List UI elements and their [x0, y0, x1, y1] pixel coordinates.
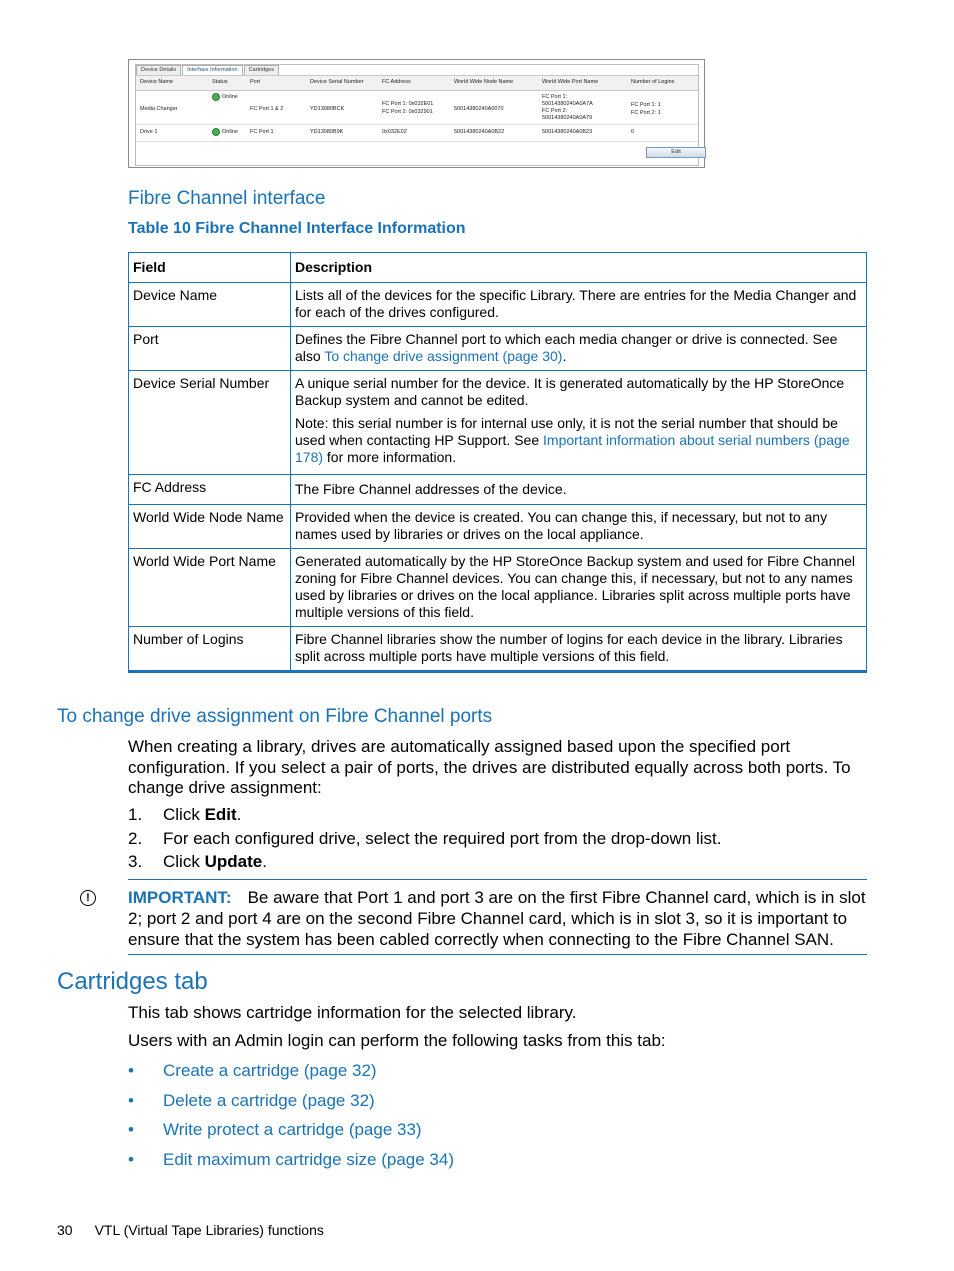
cartridges-tasks-intro: Users with an Admin login can perform the following tasks from this tab:	[128, 1031, 666, 1050]
serial-text: YD13080BCK	[310, 106, 345, 112]
table-row	[129, 371, 867, 475]
step-number: 3.	[128, 852, 143, 871]
table-row	[129, 283, 867, 327]
table-title: Table 10 Fibre Channel Interface Information	[128, 220, 466, 237]
tab-device-details[interactable]: Device Details	[136, 65, 181, 75]
description-text: .	[562, 348, 567, 364]
description-cell: Provided when the device is created. You can change this, if necessary, but not to any names used by libraries or drives on the local appliance.	[291, 505, 867, 549]
create-cartridge-link[interactable]: Create a cartridge (page 32)	[163, 1061, 377, 1080]
section-heading-cartridges: Cartridges tab	[57, 968, 208, 995]
section-heading-change-drive: To change drive assignment on Fibre Channel ports	[57, 706, 493, 727]
bullet-icon: •	[128, 1149, 134, 1169]
bullet-icon: •	[128, 1120, 134, 1139]
table-row	[129, 549, 867, 627]
table-row	[129, 505, 867, 549]
change-drive-intro: When creating a library, drives are automatically assigned based upon the specified port configuration. If you select a pair of ports, the drives are distributed equally across both ports. To change drive assignment:	[128, 737, 851, 797]
wwpn-text: 50014380240A0A7A	[542, 101, 593, 107]
step-text: .	[262, 852, 267, 871]
field-cell: Number of Logins	[129, 627, 291, 672]
screenshot-tabs	[136, 65, 280, 75]
table-row	[129, 475, 867, 505]
bullet-icon: •	[128, 1061, 134, 1080]
table-row	[129, 627, 867, 672]
page-footer	[57, 1222, 324, 1238]
note-post: for more information.	[323, 449, 457, 465]
table-header-row	[129, 253, 867, 283]
serial-text: YD13080B9K	[310, 129, 344, 135]
column-header: World Wide Node Name	[454, 79, 514, 85]
step-text: Click	[163, 852, 205, 871]
description-cell: Generated automatically by the HP StoreOnce Backup system and used for Fibre Channel zoning for Fibre Channel devices. You can change this, if necessary, but not to any names used by libraries or drives on the local appliance. Libraries split across multiple ports have multiple versions of this field.	[291, 549, 867, 627]
row-divider	[136, 124, 698, 125]
description-text: Defines the Fibre Channel port to which each media changer or drive is connected. See also	[295, 331, 838, 364]
delete-cartridge-link[interactable]: Delete a cartridge (page 32)	[163, 1090, 375, 1110]
bullet-icon: •	[128, 1090, 134, 1110]
note-pre: Note: this serial number is for internal use only, it is not the serial number that should be used when contacting HP Support. See	[295, 415, 838, 448]
status-text: Online	[222, 129, 238, 135]
port-text: FC Port 1	[250, 129, 274, 135]
list-item	[128, 1060, 454, 1090]
fc-address-text: FC Port 2: 0x032901	[382, 109, 433, 115]
important-divider-bottom	[128, 954, 867, 955]
description-cell: Fibre Channel libraries show the number of logins for each device in the library. Libraries split across multiple ports have multiple versions of this field.	[291, 627, 867, 672]
cartridges-intro: This tab shows cartridge information for the selected library.	[128, 1003, 577, 1022]
table-row	[129, 327, 867, 371]
figure-caption: Fibre Channel interface	[128, 188, 326, 209]
step-number: 2.	[128, 828, 143, 848]
screenshot-panel	[135, 64, 699, 166]
step-bold: Update	[204, 852, 263, 871]
important-text: Be aware that Port 1 and port 3 are on the first Fibre Channel card, which is in slot 2; port 2 and port 4 are on the second Fibre Channel card, which is in slot 3, so it is important to ensure that the system has been cabled correctly when connecting to the Fibre Channel SAN.	[128, 888, 866, 949]
screenshot-header-row	[136, 75, 698, 91]
port-text: FC Port 1 & 2	[250, 106, 284, 112]
wwnn-text: 50014380240A0B22	[454, 129, 505, 135]
tab-interface-information[interactable]: Interface Information	[182, 65, 242, 75]
field-cell: Device Name	[129, 283, 291, 327]
logins-text: FC Port 1: 1	[631, 102, 661, 108]
column-header: World Wide Port Name	[542, 79, 599, 85]
step-text: .	[236, 805, 242, 824]
edit-max-cartridge-size-link[interactable]: Edit maximum cartridge size (page 34)	[163, 1149, 455, 1169]
status-text: Online	[222, 94, 238, 100]
write-protect-cartridge-link[interactable]: Write protect a cartridge (page 33)	[163, 1120, 422, 1139]
step-number: 1.	[128, 805, 143, 824]
serial-numbers-link[interactable]: Important information about serial numbers (page 178)	[295, 432, 850, 465]
logins-text: 0	[631, 129, 635, 135]
fc-address-text: FC Port 1: 0x032E01	[382, 101, 434, 107]
description-cell: Lists all of the devices for the specific Library. There are entries for the Media Changer and for each of the drives configured.	[291, 283, 867, 327]
list-item	[128, 1149, 454, 1179]
list-item	[128, 850, 721, 874]
column-header: Port	[250, 79, 261, 85]
field-cell: Device Serial Number	[129, 371, 291, 475]
description-cell	[291, 371, 867, 475]
wwnn-text: 50014380240A0070	[454, 106, 504, 112]
step-text: Click	[163, 805, 205, 824]
important-icon: !	[80, 890, 96, 906]
important-label: IMPORTANT:	[128, 888, 232, 907]
tab-cartridges[interactable]: Cartridges	[244, 65, 279, 75]
fibre-channel-info-table	[128, 252, 867, 673]
device-name: Drive 1	[140, 129, 158, 135]
note-text	[295, 415, 862, 469]
list-item	[128, 827, 721, 851]
change-drive-assignment-link[interactable]: To change drive assignment (page 30)	[324, 348, 563, 364]
field-cell: FC Address	[129, 475, 291, 505]
interface-information-screenshot	[128, 59, 705, 168]
wwpn-text: FC Port 1:	[542, 94, 568, 100]
field-cell: World Wide Node Name	[129, 505, 291, 549]
fc-address-text: 0x032E02	[382, 129, 407, 135]
device-name: Media Changer	[140, 106, 178, 112]
steps-list	[128, 803, 721, 874]
logins-text: FC Port 2: 1	[631, 110, 661, 116]
description-cell: The Fibre Channel addresses of the device.	[291, 475, 867, 505]
footer-title: VTL (Virtual Tape Libraries) functions	[94, 1222, 324, 1238]
description-cell	[291, 327, 867, 371]
task-links-list	[128, 1060, 454, 1178]
column-header: FC Address	[382, 79, 411, 85]
list-item	[128, 1119, 454, 1149]
online-status-icon	[212, 128, 220, 136]
field-cell: World Wide Port Name	[129, 549, 291, 627]
header-field: Field	[129, 253, 291, 283]
step-text: For each configured drive, select the required port from the drop-down list.	[163, 828, 722, 848]
row-divider	[136, 141, 698, 142]
description-text: A unique serial number for the device. It is generated automatically by the HP StoreOnce Backup system and cannot be edited.	[295, 375, 845, 408]
wwpn-text: 50014380240A0A79	[542, 115, 593, 121]
field-cell: Port	[129, 327, 291, 371]
edit-button[interactable]: Edit	[646, 147, 706, 158]
list-item	[128, 803, 721, 827]
column-header: Device Serial Number	[310, 79, 364, 85]
online-status-icon	[212, 93, 220, 101]
column-header: Device Name	[140, 79, 174, 85]
list-item	[128, 1090, 454, 1120]
column-header: Number of Logins	[631, 79, 675, 85]
page-number: 30	[57, 1222, 73, 1238]
header-description: Description	[291, 253, 867, 283]
important-divider-top	[128, 879, 867, 880]
important-note	[128, 887, 870, 950]
step-bold: Edit	[204, 805, 237, 824]
column-header: Status	[212, 79, 228, 85]
wwpn-text: FC Port 2:	[542, 108, 568, 114]
wwpn-text: 50014380240A0B23	[542, 129, 593, 135]
